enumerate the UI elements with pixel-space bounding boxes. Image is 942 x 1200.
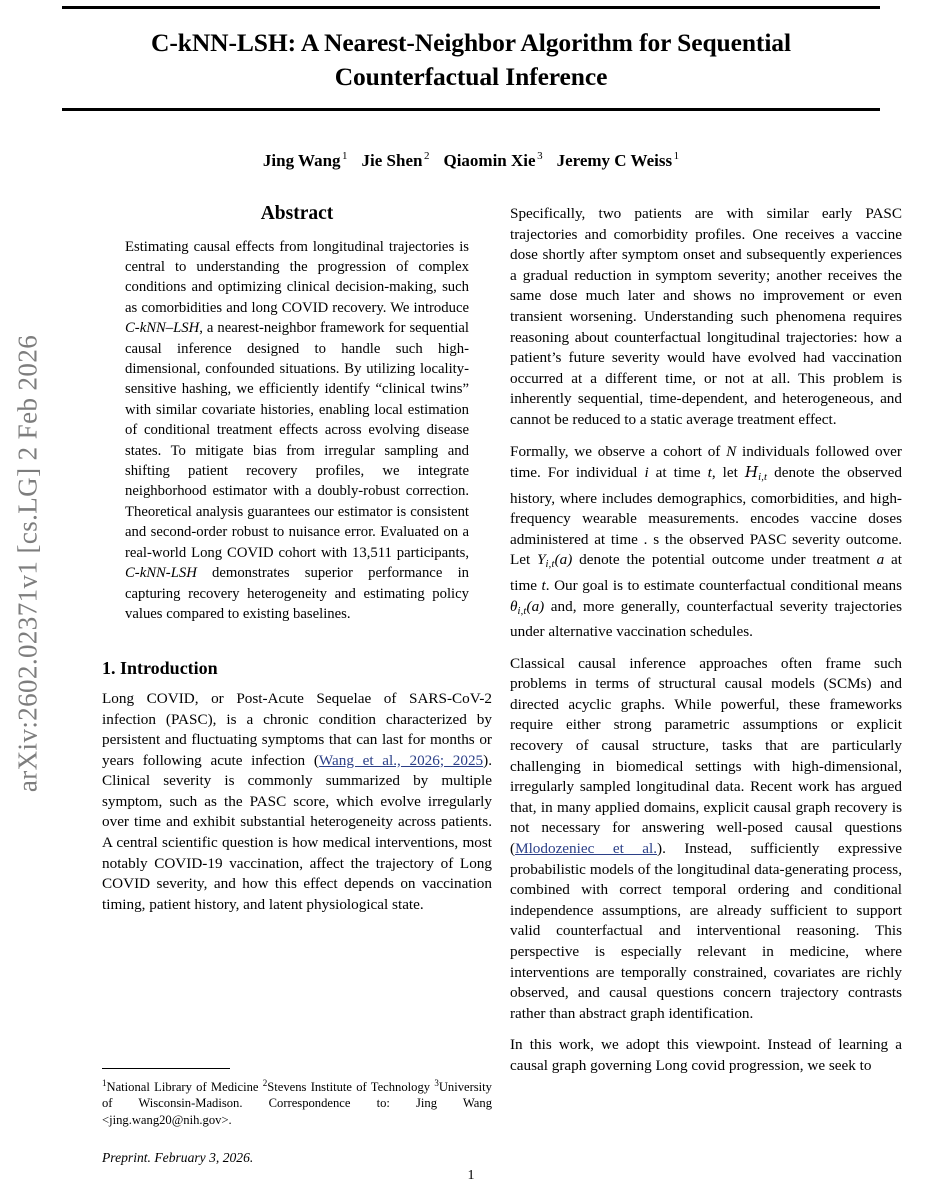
title-rule <box>62 108 880 111</box>
abstract-emphasis-method-2: C-kNN-LSH <box>125 565 197 582</box>
intro-text-b: ). Clinical severity is commonly summarized by multiple symptom, such as the PASC score, which evolve irregularly over time and exhibit substantial heterogeneity across patients. A central scientific question is how medical interventions, most notably COVID-19 vaccination, affect the trajectory of Long COVID severity, and how this effect depends on vaccination timing, patient history, and latent physiological state. <box>102 751 492 913</box>
math-history-subscript: i,t <box>758 472 768 484</box>
author-entry <box>263 151 348 170</box>
footnote-marker-1: 1 <box>102 1078 107 1088</box>
rp3-text-b: ). Instead, sufficiently expressive probabilistic models of the longitudinal data-generating process, combined with correct temporal ordering and conditional independence assumptions, are already sufficient to support valid counterfactual and interventional reasoning. This perspective is especially relevant in medicine, where interventions are temporally constrained, covariates are richly observed, and causal questions concern trajectory contrasts rather than abstract graph identification. <box>510 840 902 1022</box>
intro-paragraph-1 <box>102 689 492 916</box>
math-t: t <box>707 464 712 482</box>
citation-link-mlodozeniec[interactable]: Mlodozeniec et al. <box>515 840 658 858</box>
abstract-text-2: , a nearest-neighbor framework for sequential causal inference designed to handle such high-dimensional, confounded situations. By utilizing locality-sensitive hashing, we efficiently identify “clinical twins” with similar covariate histories, enabling local estimation of conditional treatment effects across evolving disease states. To mitigate bias from irregular sampling and shifting patient recovery profiles, we integrate neighborhood estimator with a doubly-robust correction. Theoretical analysis guarantees our estimator is consistent and second-order robust to nuisance error. Evaluated on a real-world Long COVID cohort with 13,511 participants, <box>125 320 469 561</box>
section-heading-introduction: 1. Introduction <box>102 658 218 679</box>
rp2-text-d: , let <box>711 464 745 482</box>
left-column <box>102 204 492 926</box>
right-column <box>510 204 902 1088</box>
preprint-notice: Preprint. February 3, 2026. <box>102 1149 254 1165</box>
footnote-rule <box>102 1068 230 1069</box>
math-t-2: t <box>541 576 546 594</box>
page-number: 1 <box>467 1168 475 1183</box>
author-affiliation-marker: 1 <box>673 150 680 162</box>
right-paragraph-1: Specifically, two patients are with similar early PASC trajectories and comorbidity profiles. One receives a vaccine dose shortly after symptom onset and subsequently experiences a gradual reduction in symptom severity; another receives the same dose much later and shows no improvement or even transient worsening. Understanding such phenomena requires reasoning about counterfactual longitudinal trajectories: how a patient’s future severity would have evolved had vaccination occurred at a different time, or not at all. This problem is inherently sequential, time-dependent, and heterogeneous, and cannot be reduced to a static average treatment effect. <box>510 205 902 428</box>
math-history-H: H <box>744 463 759 482</box>
abstract-body <box>125 237 469 625</box>
math-i: i <box>644 464 649 482</box>
author-name: Qiaomin Xie <box>443 150 536 170</box>
abstract-heading: Abstract <box>260 203 334 224</box>
author-name: Jing Wang <box>262 150 341 170</box>
author-affiliation-marker: 2 <box>423 150 430 162</box>
author-affiliation-marker: 3 <box>537 150 543 162</box>
rp2-text-g: at time <box>510 551 902 594</box>
arxiv-stamp: arXiv:2602.02371v1 [cs.LG] 2 Feb 2026 <box>12 334 43 793</box>
abstract-text-3: demonstrates superior performance in capturing recovery heterogeneity and estimating policy values compared to existing baselines. <box>125 565 469 622</box>
rp2-text-f: denote the potential outcome under treatment <box>572 551 877 569</box>
math-N: N <box>726 442 737 460</box>
page-title: C-kNN-LSH: A Nearest-Neighbor Algorithm for Sequential Counterfactual Inference <box>151 28 791 91</box>
math-theta-subscript: i,t <box>517 605 527 617</box>
author-name: Jie Shen <box>361 150 423 170</box>
footnote-affiliations <box>102 1075 492 1128</box>
right-paragraph-4: In this work, we adopt this viewpoint. Instead of learning a causal graph governing Long covid progression, we seek to <box>510 1036 902 1074</box>
author-affiliation-marker: 1 <box>342 150 348 162</box>
rp2-text-i: and, more generally, counterfactual severity trajectories under alternative vaccination schedules. <box>510 597 902 641</box>
author-name: Jeremy C Weiss <box>556 150 673 170</box>
math-Y: Y <box>537 551 546 569</box>
paper-page <box>62 0 902 1200</box>
footnote-affiliation-2: Stevens Institute of Technology <box>267 1080 435 1095</box>
rp2-text-a: Formally, we observe a cohort of <box>510 442 727 460</box>
math-Y-argument: (a) <box>554 551 573 569</box>
footnote-marker-3: 3 <box>434 1078 439 1088</box>
citation-link-wang[interactable]: Wang et al., 2026; 2025 <box>318 751 484 769</box>
abstract-emphasis-method: C-kNN–LSH <box>125 320 200 337</box>
footnote-marker-2: 2 <box>262 1078 268 1088</box>
footnote-affiliation-3: University of Wisconsin-Madison. Correspondence to: Jing Wang <jing.wang20@nih.gov>. <box>102 1080 492 1127</box>
author-entry <box>557 151 680 170</box>
author-entry <box>443 151 542 170</box>
rp2-text-b: individuals followed over time. For individual <box>510 442 902 482</box>
intro-text-a: Long COVID, or Post-Acute Sequelae of SARS-CoV-2 infection (PASC), is a chronic condition characterized by persistent and fluctuating symptoms that can last for months or years following acute infection ( <box>102 689 492 769</box>
author-entry <box>362 151 430 170</box>
footnote-affiliation-1: National Library of Medicine <box>106 1080 263 1095</box>
abstract-text-1: Estimating causal effects from longitudinal trajectories is central to understanding the progression of complex conditions and optimizing clinical decision-making, such as comorbidities and long COVID recovery. We introduce <box>125 238 469 316</box>
footnote-block <box>102 1068 492 1166</box>
math-a: a <box>876 551 885 569</box>
header-rule-top <box>62 6 880 9</box>
right-paragraph-3 <box>510 654 902 1025</box>
math-Y-subscript: i,t <box>545 559 555 571</box>
math-theta: θ <box>510 597 518 615</box>
rp2-text-e: denote the observed history, where includes demographics, comorbidities, and high-frequency wearable measurements. encodes vaccine doses administered at time . s the observed PASC severity outcome. Let <box>510 464 902 569</box>
rp2-text-c: at time <box>648 464 708 482</box>
author-list <box>62 150 880 171</box>
right-paragraph-2 <box>510 442 902 643</box>
math-theta-argument: (a) <box>526 597 545 615</box>
rp2-text-h: . Our goal is to estimate counterfactual conditional means <box>545 576 902 594</box>
rp3-text-a: Classical causal inference approaches often frame such problems in terms of structural causal models (SCMs) and directed acyclic graphs. While powerful, these frameworks require either strong parametric assumptions or explicit recovery of causal structure, tasks that are particularly challenging in biomedical settings with high-dimensional, irregularly sampled longitudinal data. Recent work has argued that, in many applied domains, explicit causal graph recovery is not necessary for answering well-posed causal questions ( <box>510 654 902 858</box>
